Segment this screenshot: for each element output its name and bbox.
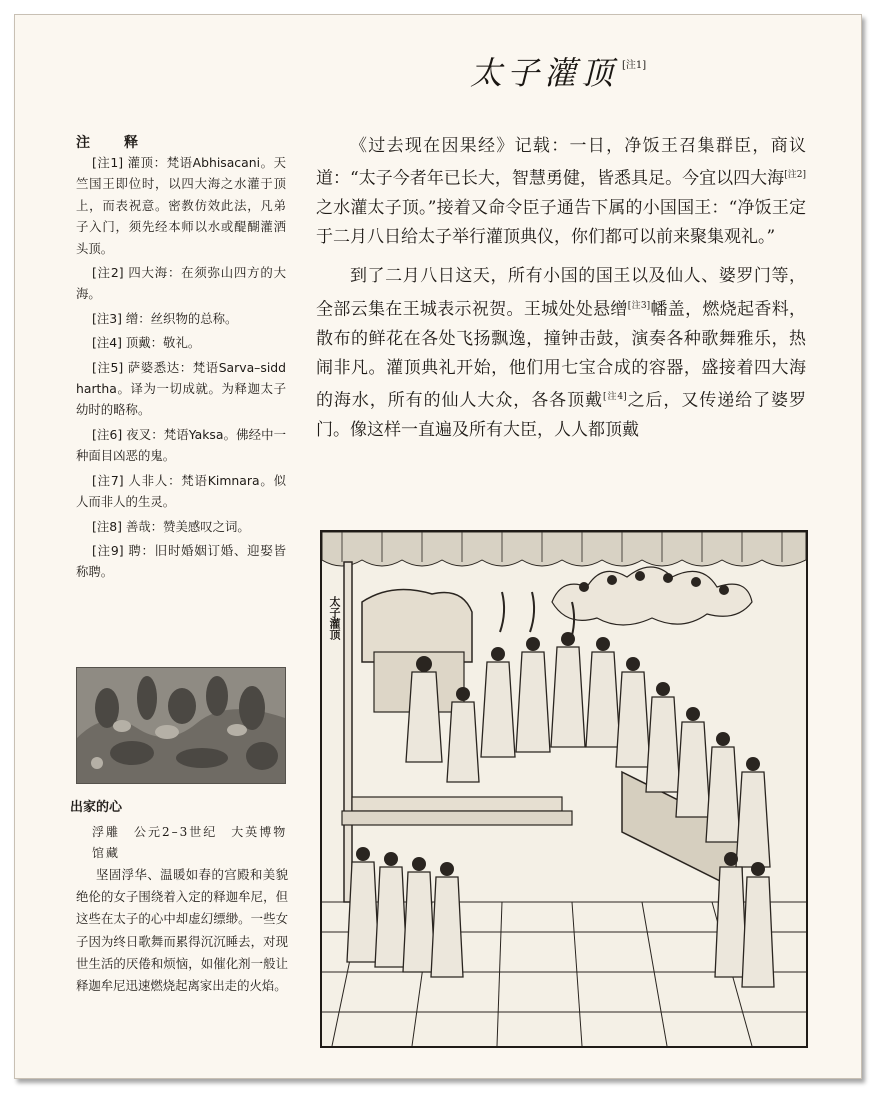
caption-body: 坚固浮华、温暖如春的宫殿和美貌绝伦的女子围绕着入定的释迦牟尼，但这些在太子的心中却虚幻缥缈。一些女子因为终日歌舞而累得沉沉睡去，对现世生活的厌倦和烦恼，如催化剂一般让释迦牟尼迅速燃烧起离家出走的火焰。 — [76, 867, 288, 994]
note-item: [注6] 夜叉：梵语Yaksa。佛经中一种面目凶恶的鬼。 — [76, 426, 286, 464]
woodcut-scene — [322, 532, 806, 1046]
page-title-text: 太子灌顶 — [470, 54, 619, 92]
title-footnote-marker: [注1] — [622, 60, 647, 72]
text-span: 幡盖，燃烧起香料，散布的鲜花在各处飞扬飘逸，撞钟击鼓，演奏各种歌舞雅乐，热闹非凡。灌顶典礼开始，他们用七宝合成的容器，盛接着四大海的海水，所有的仙人大众，各各顶戴 — [316, 299, 807, 411]
notes-list — [76, 152, 286, 586]
main-text — [316, 132, 806, 455]
caption-title: 出家的心 — [70, 800, 123, 815]
relief-photo-image — [77, 668, 285, 783]
paragraph — [316, 262, 806, 445]
note-item: [注2] 四大海：在须弥山四方的大海。 — [76, 265, 286, 302]
paragraph — [316, 132, 806, 252]
footnote-marker: [注2] — [784, 170, 806, 181]
note-item: [注7] 人非人：梵语Kimnara。似人而非人的生灵。 — [76, 472, 286, 510]
note-item: [注8] 善哉：赞美感叹之词。 — [92, 518, 250, 534]
note-item: [注4] 顶戴：敬礼。 — [92, 335, 201, 351]
text-span: 《过去现在因果经》记载：一日，净饭王召集群臣，商议道：“太子今者年已长大，智慧勇健，皆悉具足。今宜以四大海 — [316, 136, 806, 189]
relief-photo — [76, 667, 286, 784]
footnote-marker: [注3] — [627, 300, 651, 311]
text-span: 到了二月八日这天，所有小国的国王以及仙人、婆罗门等，全部云集在王城表示祝贺。王城处处悬缯 — [316, 266, 806, 320]
page-title — [470, 48, 646, 94]
caption-subtitle: 浮雕 公元2–3世纪 大英博物馆藏 — [92, 825, 288, 860]
note-item: [注9] 聘：旧时婚姻订婚、迎娶皆称聘。 — [76, 542, 286, 580]
woodcut-illustration — [320, 530, 808, 1048]
text-span: 之水灌太子顶。”接着又命令臣子通告下属的小国国王：“净饭王定于二月八日给太子举行灌顶典仪，你们都可以前来聚集观礼。” — [316, 198, 806, 248]
note-item: [注3] 缯：丝织物的总称。 — [92, 310, 238, 326]
text-span: 之后，又传递给了婆罗门。像这样一直遍及所有大臣，人人都顶戴 — [316, 390, 806, 440]
note-item: [注5] 萨婆悉达：梵语Sarva–siddhartha。译为一切成就。为释迦太子幼时的略称。 — [76, 359, 286, 418]
illustration-label: 太子灌顶 — [328, 596, 341, 640]
notes-heading: 注 释 — [76, 135, 148, 151]
note-item: [注1] 灌顶：梵语Abhisacani。天竺国王即位时，以四大海之水灌于顶上，而表祝意。密教仿效此法，凡弟子入门，须先经本师以水或醍醐灌洒头顶。 — [76, 155, 286, 256]
footnote-marker: [注4] — [603, 391, 627, 402]
